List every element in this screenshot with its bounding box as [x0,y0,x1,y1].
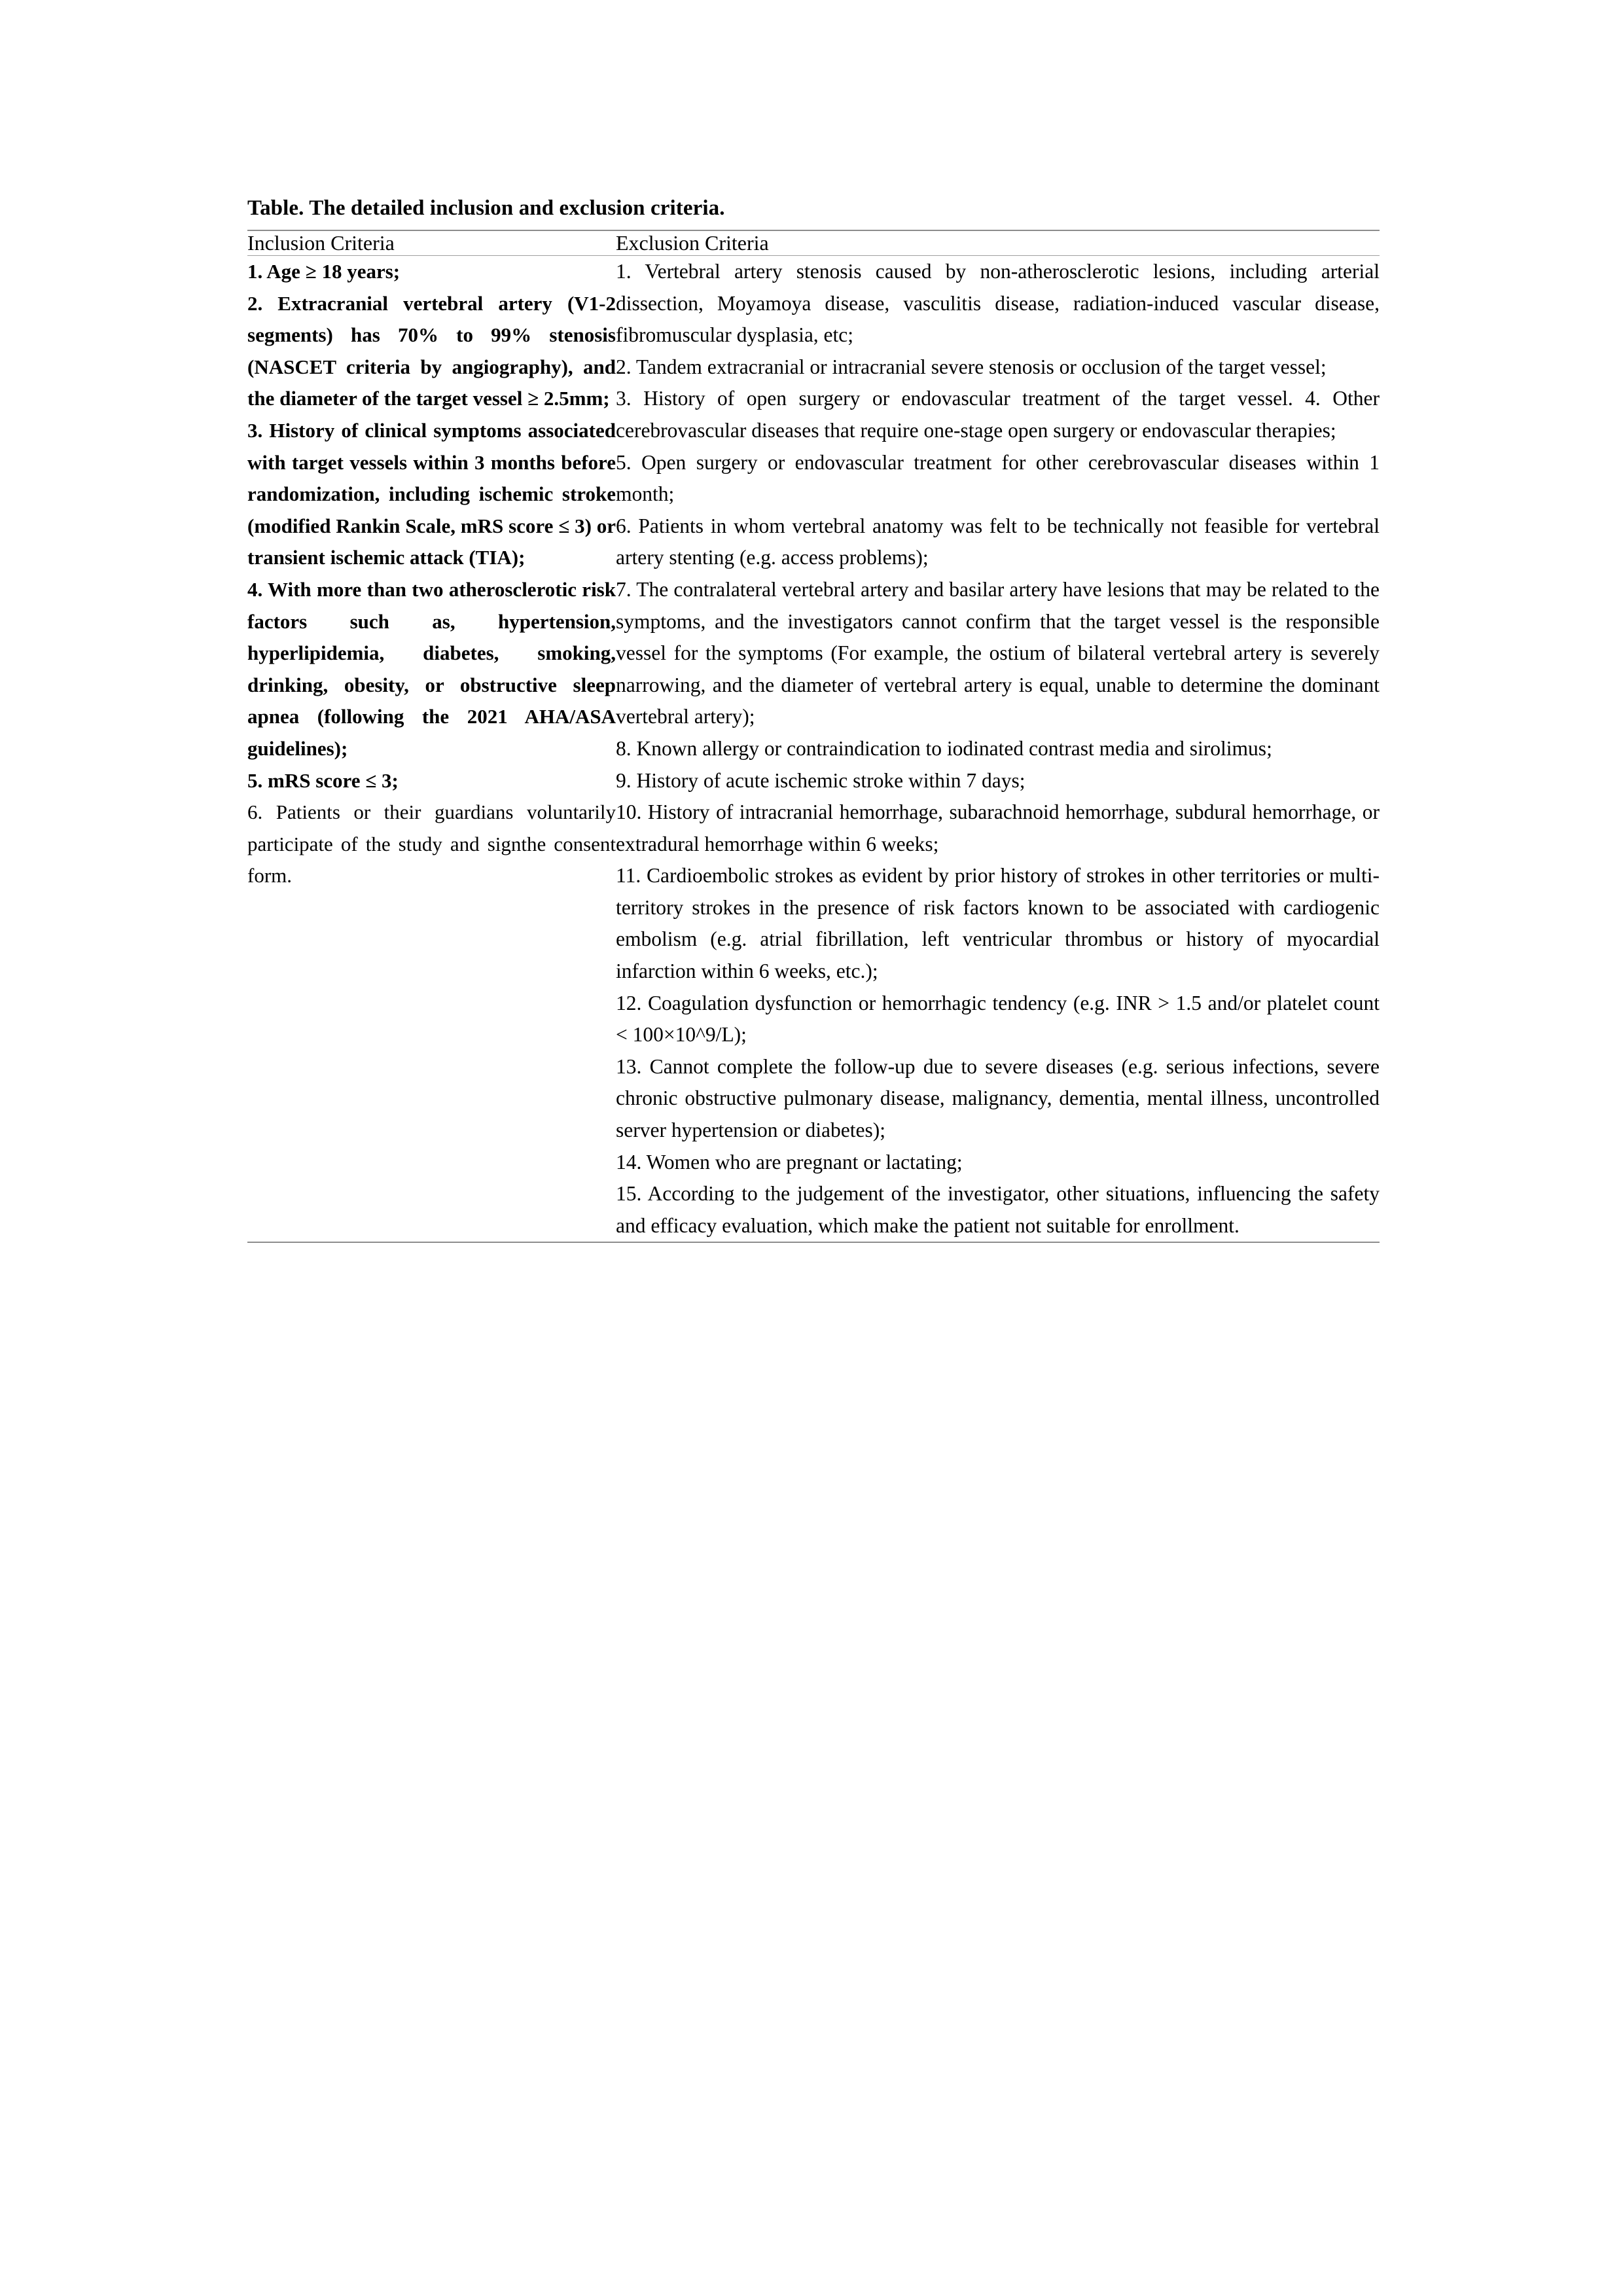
list-item: 9. History of acute ischemic stroke within 7 days; [616,768,1026,792]
list-item: 12. Coagulation dysfunction or hemorrhagic tendency (e.g. INR > 1.5 and/or platelet count < 100×10^9/L); [616,991,1380,1047]
list-item: 2. Tandem extracranial or intracranial severe stenosis or occlusion of the target vessel; [616,355,1327,378]
list-item: 10. History of intracranial hemorrhage, subarachnoid hemorrhage, subdural hemorrhage, or extradural hemorrhage within 6 weeks; [616,800,1380,855]
table-caption: Table. The detailed inclusion and exclusion criteria. [247,196,725,220]
list-item: 14. Women who are pregnant or lactating; [616,1150,963,1174]
table-container [247,196,1380,1243]
list-item: 13. Cannot complete the follow-up due to severe diseases (e.g. serious infections, severe chronic obstructive pulmonary disease, malignancy, dementia, mental illness, uncontrolled server hypertension or diabetes); [616,1054,1380,1142]
header-inclusion-criteria: Inclusion Criteria [247,230,616,256]
list-item: 15. According to the judgement of the investigator, other situations, influencing the safety and efficacy evaluation, which make the patient not suitable for enrollment. [616,1182,1380,1237]
list-item: 2. Extracranial vertebral artery (V1-2 segments) has 70% to 99% stenosis (NASCET criteria by angiography), and the diameter of the target vessel ≥ 2.5mm; [247,291,616,410]
list-item: 5. Open surgery or endovascular treatment for other cerebrovascular diseases within 1 month; [616,450,1380,506]
list-item: 4. With more than two atherosclerotic risk factors such as, hypertension, hyperlipidemia, diabetes, smoking, drinking, obesity, or obstructive sleep apnea (following the 2021 AHA/ASA guidelines); [247,577,616,760]
list-item: 1. Vertebral artery stenosis caused by non-atherosclerotic lesions, including arterial dissection, Moyamoya disease, vasculitis disease, radiation-induced vascular disease, fibromuscular dysplasia, etc; [616,260,1380,347]
list-item: 6. Patients in whom vertebral anatomy was felt to be technically not feasible for vertebral artery stenting (e.g. access problems); [616,514,1380,569]
inclusion-criteria-cell [247,256,616,1243]
exclusion-criteria-cell [616,256,1380,1243]
list-item: 3. History of open surgery or endovascular treatment of the target vessel. 4. Other cerebrovascular diseases that require one-stage open surgery or endovascular therapies; [616,387,1380,442]
list-item: 7. The contralateral vertebral artery and basilar artery have lesions that may be related to the symptoms, and the investigators cannot confirm that the target vessel is the responsible vessel for the symptoms (For example, the ostium of bilateral vertebral artery is severely narrowing, and the diameter of vertebral artery is equal, unable to determine the dominant vertebral artery); [616,577,1380,728]
table-body-row [247,256,1380,1243]
list-item: 8. Known allergy or contraindication to iodinated contrast media and sirolimus; [616,736,1272,760]
list-item: 5. mRS score ≤ 3; [247,768,399,792]
table-header-row [247,230,1380,256]
header-exclusion-criteria: Exclusion Criteria [616,230,1380,256]
list-item: 1. Age ≥ 18 years; [247,260,401,283]
criteria-table [247,230,1380,1243]
list-item: 6. Patients or their guardians voluntarily participate of the study and signthe consent form. [247,800,616,888]
list-item: 3. History of clinical symptoms associated with target vessels within 3 months before randomization, including ischemic stroke (modified Rankin Scale, mRS score ≤ 3) or transient ischemic attack (TIA); [247,418,616,569]
list-item: 11. Cardioembolic strokes as evident by prior history of strokes in other territories or multi-territory strokes in the presence of risk factors known to be associated with cardiogenic embolism (e.g. atrial fibrillation, left ventricular thrombus or history of myocardial infarction within 6 weeks, etc.); [616,864,1380,983]
